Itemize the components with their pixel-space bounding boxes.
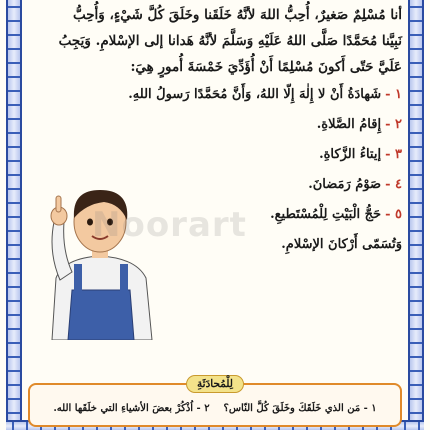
decorative-border-right xyxy=(408,0,424,430)
pillar-text: إيتاءُ الزَّكاةِ. xyxy=(319,147,382,162)
conversation-title: لِلْمُحادَثَةِ xyxy=(186,375,244,393)
conversation-questions xyxy=(36,403,394,414)
intro-line-3: عَلَيَّ حَتّى أَكونَ مُسْلِمًا أَنْ أُؤَدِّيَ خَمْسَةَ أُمورٍ هِيَ: xyxy=(130,59,402,75)
question-1: ١ - مَن الذي خَلَقَكَ وخَلَقَ كُلَّ النّاس؟ xyxy=(223,403,377,414)
pillar-number: ٣ - xyxy=(385,147,402,162)
pillar-number: ٢ - xyxy=(385,117,402,132)
pillar-text: شَهادَةُ أَنْ لا إِلٰهَ إِلّا اللهُ، وَأَنَّ مُحَمَّدًا رَسولُ اللهِ. xyxy=(128,87,382,102)
pillar-number: ٥ - xyxy=(385,207,402,222)
decorative-border-left xyxy=(6,0,22,430)
conversation-box xyxy=(28,378,402,427)
pillar-item xyxy=(28,80,402,110)
closing-line: وَتُسَمّى أَرْكانَ الإسْلامِ. xyxy=(281,237,402,252)
pillar-text: حَجُّ الْبَيْتِ لِلْمُسْتَطيعِ. xyxy=(270,207,382,222)
pillar-item xyxy=(28,110,402,140)
watermark: Noorart xyxy=(92,205,247,245)
intro-line-1: أنا مُسْلِمٌ صَغيرٌ، أُحِبُّ اللهَ لأنَّهُ خَلَقَنا وخَلَقَ كُلَّ شَيْءٍ، وَأُحِبُّ xyxy=(72,7,402,23)
pillar-text: إِقامُ الصَّلاةِ. xyxy=(316,117,382,132)
pillar-text: صَوْمُ رَمَضانَ. xyxy=(308,177,382,192)
pillar-number: ١ - xyxy=(385,87,402,102)
boy-illustration xyxy=(34,160,169,340)
intro-line-2: نَبِيَّنا مُحَمَّدًا صَلَّى اللهُ عَلَيْهِ وَسَلَّمَ لأنَّهُ هَدانا إلى الإسْلامِ. وَيَجِبُ xyxy=(58,33,402,49)
question-2: ٢ - اُذْكُرْ بعضَ الأشياءِ التي خلَقَها الله. xyxy=(53,403,210,414)
pillar-number: ٤ - xyxy=(385,177,402,192)
